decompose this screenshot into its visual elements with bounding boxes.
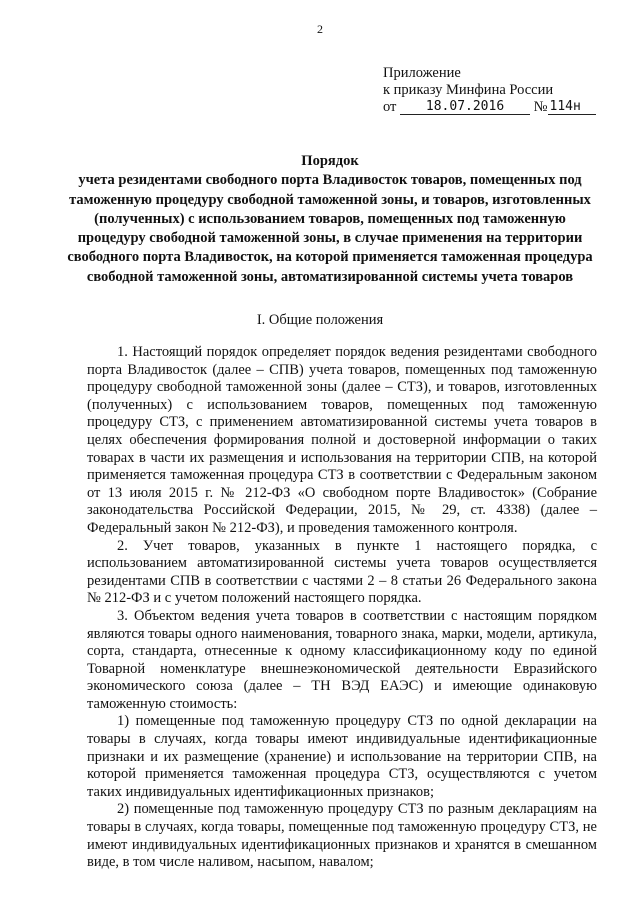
number-sign: № (533, 99, 548, 115)
paragraph-3-item-2: 2) помещенные под таможенную процедуру СТЗ по разным декларациям на товары в случаях, когда товары, помещенные под таможенную процедуру СТЗ, не имеют индивидуальных идентификационных признаков и хранятся в смешанном виде, в том числе наливом, насыпом, навалом; (87, 801, 597, 871)
order-number: 114н (548, 100, 596, 115)
appendix-block (383, 65, 613, 116)
body-text (87, 344, 597, 872)
appendix-order-ref: к приказу Минфина России (383, 82, 554, 98)
document-title-block (60, 152, 600, 287)
document-title: Порядок (301, 153, 359, 169)
paragraph-3: 3. Объектом ведения учета товаров в соответствии с настоящим порядком являются товары одного наименования, товарного знака, марки, модели, артикула, сорта, стандарта, отнесенные к одному классификационному коду по единой Товарной номенклатуре внешнеэкономической деятельности Евразийского экономического союза (далее – ТН ВЭД ЕАЭС) и имеющие одинаковую таможенную стоимость: (87, 607, 597, 712)
page-number: 2 (317, 22, 323, 36)
document-subtitle: учета резидентами свободного порта Владивосток товаров, помещенных под таможенную процедуру свободной таможенной зоны, и товаров, изготовленных (полученных) с использованием товаров, помещенных под таможенную процедуру свободной таможенной зоны, в случае применения на территории свободного порта Владивосток, на которой применяется таможенная процедура свободной таможенной зоны, автоматизированной системы учета товаров (67, 172, 593, 285)
appendix-title: Приложение (383, 65, 461, 81)
date-prefix: от (383, 99, 397, 115)
order-date: 18.07.2016 (400, 100, 530, 115)
paragraph-2: 2. Учет товаров, указанных в пункте 1 настоящего порядка, с использованием автоматизированной системы учета товаров осуществляется резидентами СПВ в соответствии с частями 2 – 8 статьи 26 Федерального закона № 212-ФЗ и с учетом положений настоящего порядка. (87, 537, 597, 607)
section-heading: I. Общие положения (256, 312, 384, 328)
paragraph-3-item-1: 1) помещенные под таможенную процедуру СТЗ по одной декларации на товары в случаях, когда товары имеют индивидуальные идентификационные признаки и их размещение (хранение) и использование на территории СПВ, на которой применяется таможенная процедура СТЗ, осуществляются с учетом таких индивидуальных идентификационных признаков; (87, 713, 597, 800)
appendix-date-line (383, 99, 613, 116)
paragraph-1: 1. Настоящий порядок определяет порядок ведения резидентами свободного порта Владивосток (далее – СПВ) учета товаров, помещенных под таможенную процедуру свободной таможенной зоны (далее – СТЗ), и товаров, изготовленных (полученных) с использованием товаров, помещенных под таможенную процедуру СТЗ, с применением автоматизированной системы учета товаров в целях обеспечения формирования полной и достоверной информации о таких товарах в части их размещения и использования на территории СПВ, на которой применяется таможенная процедура СТЗ в соответствии с Федеральным законом от 13 июля 2015 г. № 212-ФЗ «О свободном порте Владивосток» (Собрание законодательства Российской Федерации, 2015, № 29, ст. 4338) (далее – Федеральный закон № 212-ФЗ), и проведения таможенного контроля. (87, 344, 597, 536)
